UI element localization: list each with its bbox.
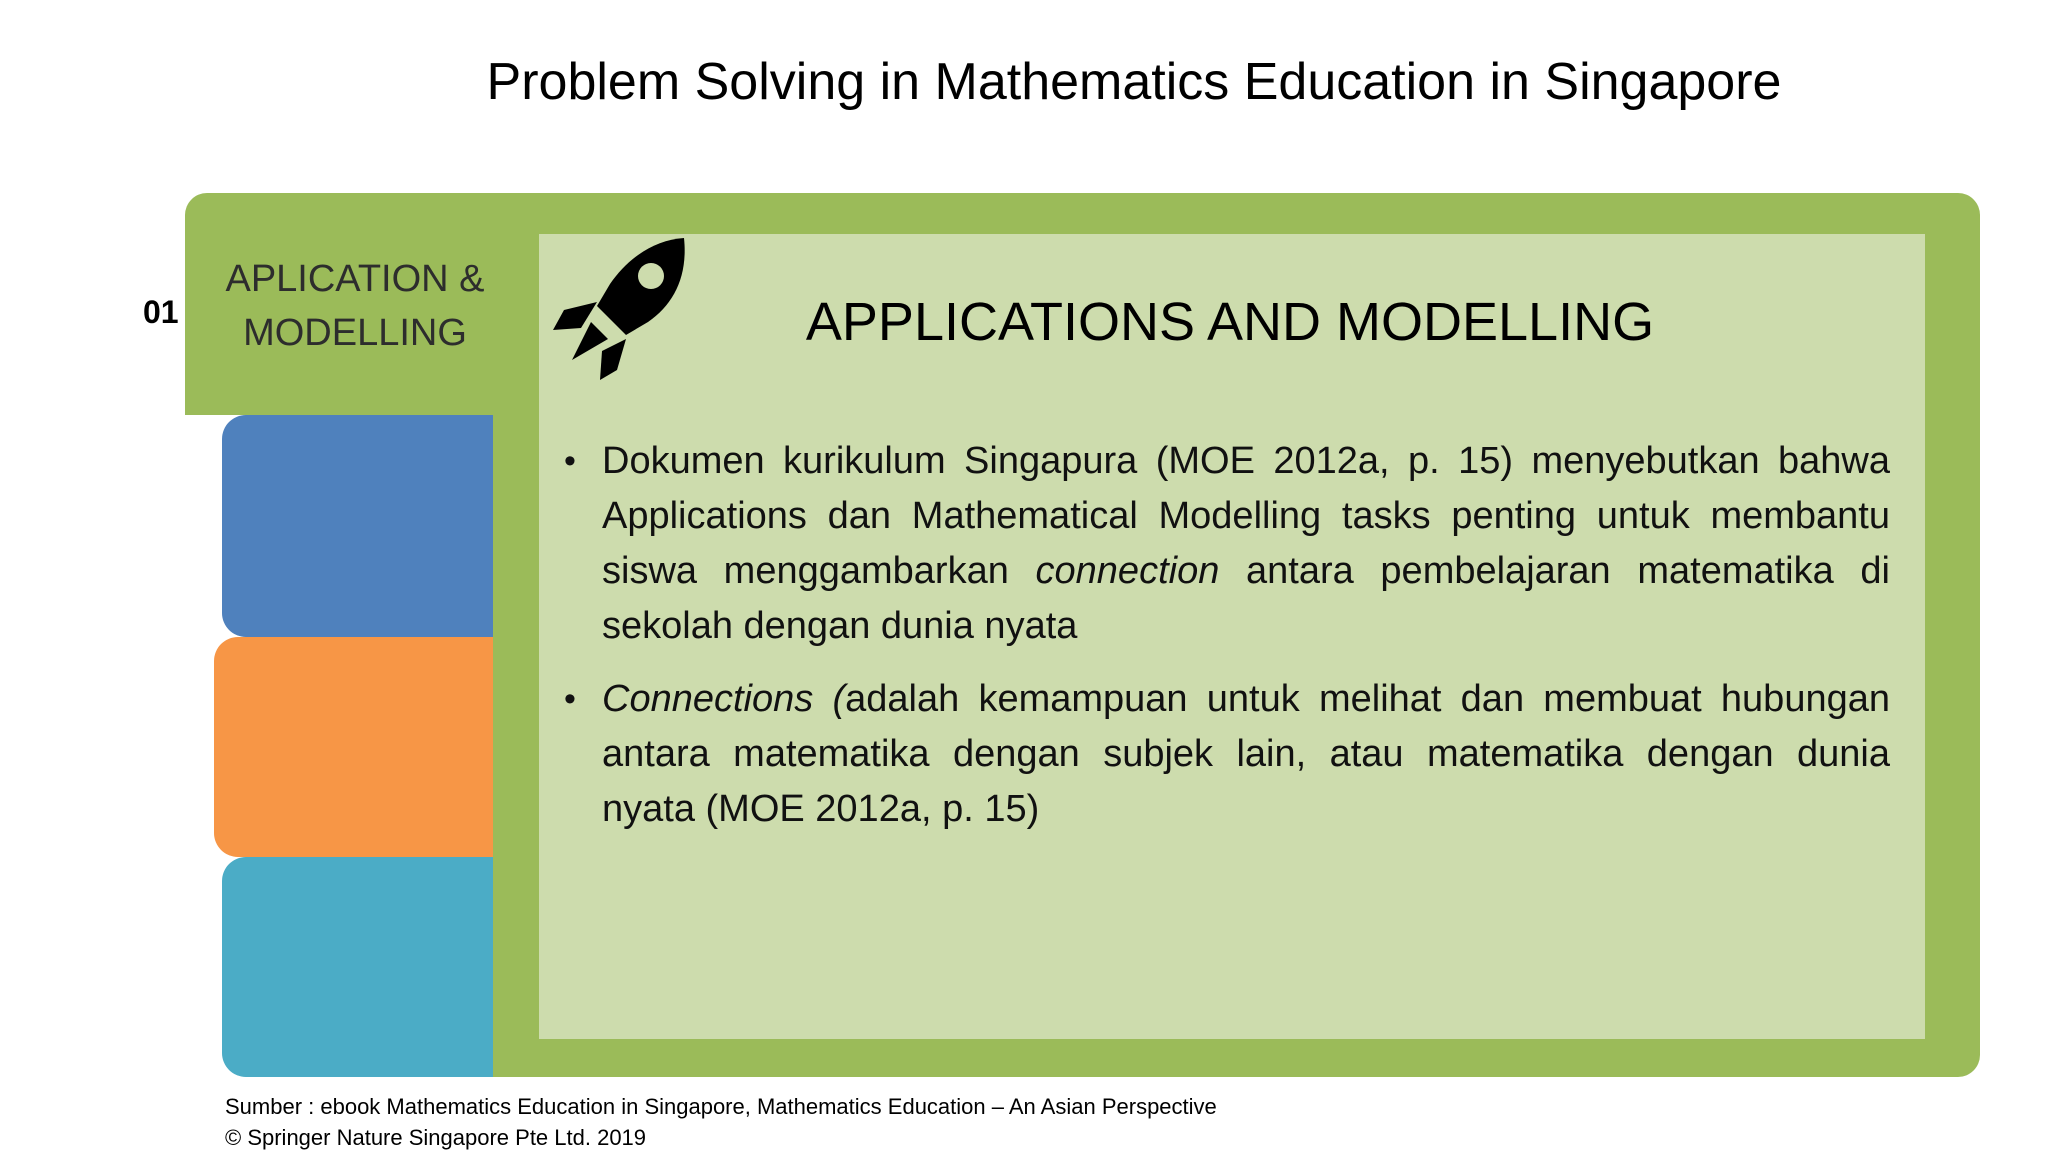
section-label-line1: APLICATION &: [225, 258, 485, 300]
side-tab-orange[interactable]: [214, 637, 497, 857]
bullet-list: [560, 434, 1890, 855]
bullet-2-italic: Connections (: [602, 678, 846, 720]
section-tab-label[interactable]: [200, 252, 510, 360]
slide-title: Problem Solving in Mathematics Education in Singapore: [486, 53, 1782, 111]
bullet-1-text: Dokumen kurikulum Singapura (MOE 2012a, p. 15) menyebutkan bahwa Applications dan Mathematical Modelling tasks penting untuk membantu siswa menggambarkan: [602, 440, 1890, 592]
bullet-1-italic: connection: [1035, 550, 1220, 592]
side-tab-teal[interactable]: [222, 857, 497, 1077]
rocket-icon: [550, 232, 690, 380]
content-heading: APPLICATIONS AND MODELLING: [805, 292, 1655, 352]
panel-spine: [493, 400, 539, 1077]
section-number: 01: [143, 294, 179, 330]
bullet-dot-icon: •: [564, 442, 576, 480]
source-line-2: © Springer Nature Singapore Pte Ltd. 2019: [225, 1125, 647, 1150]
bullet-dot-icon: •: [564, 680, 576, 718]
source-line-1: Sumber : ebook Mathematics Education in Singapore, Mathematics Education – An Asian Perspective: [225, 1094, 1217, 1119]
source-note: [225, 1091, 1217, 1153]
bullet-item-2: [560, 672, 1890, 837]
section-label-line2: MODELLING: [243, 312, 467, 354]
side-tab-blue[interactable]: [222, 415, 497, 637]
bullet-2-text: adalah kemampuan untuk melihat dan membuat hubungan antara matematika dengan subjek lain, atau matematika dengan dunia nyata (MOE 2012a, p. 15): [602, 678, 1890, 830]
bullet-1-text-end: antara pembelajaran matematika di sekolah dengan dunia nyata: [602, 550, 1890, 647]
bullet-item-1: [560, 434, 1890, 654]
